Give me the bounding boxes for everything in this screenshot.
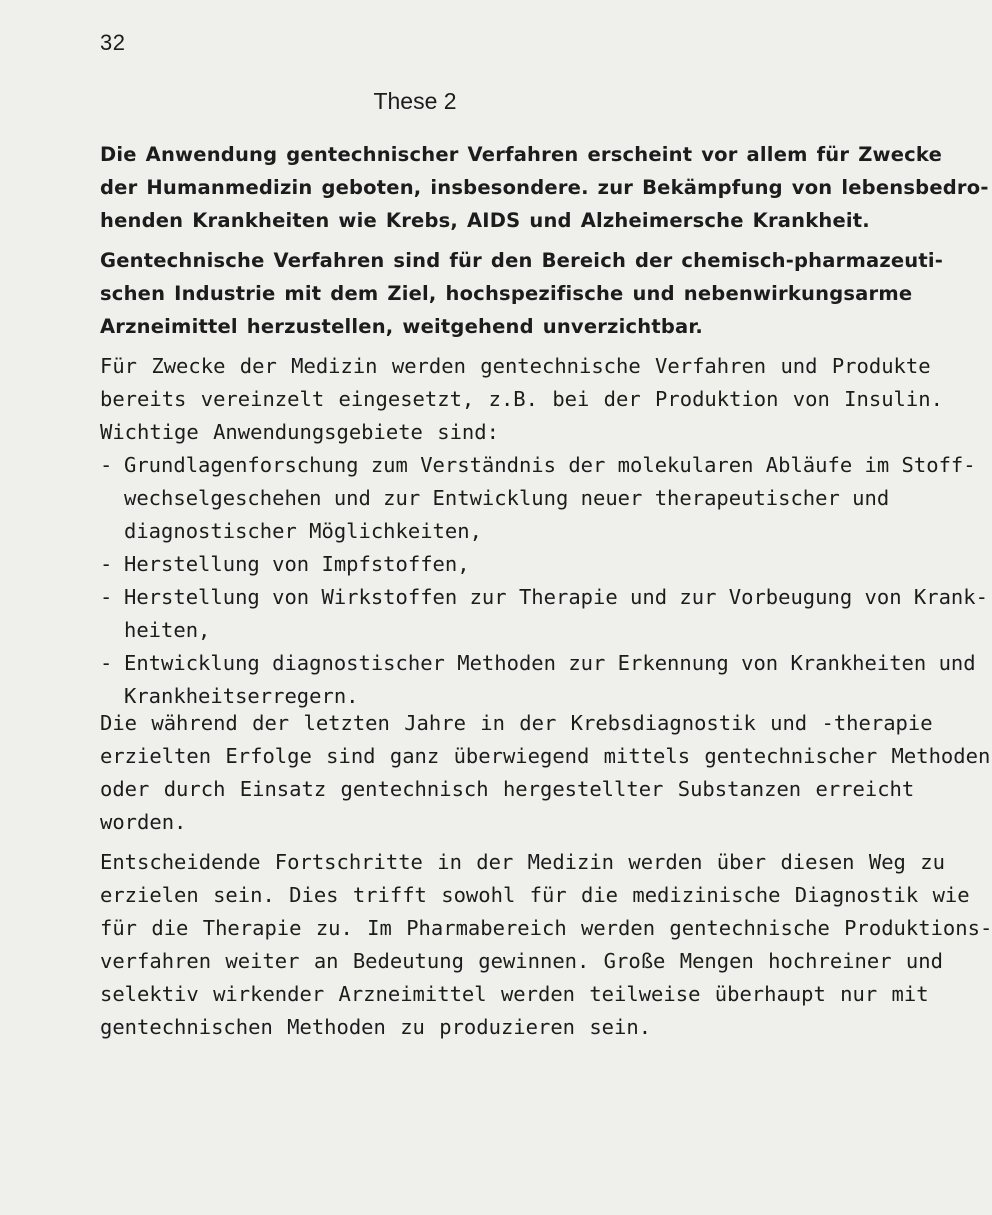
text-line: schen Industrie mit dem Ziel, hochspezifische und nebenwirkungsarme [100,282,913,305]
page-title: These 2 [373,88,457,114]
text-line: selektiv wirkender Arzneimittel werden teilweise überhaupt nur mit [100,982,929,1006]
paragraph-3 [100,350,943,449]
list-dash: - [100,552,113,576]
text-line: erzielten Erfolge sind ganz überwiegend mittels gentechnischer Methoden [100,744,991,768]
text-line: Herstellung von Wirkstoffen zur Therapie und zur Vorbeugung von Krank- [124,585,988,609]
text-line: Die während der letzten Jahre in der Krebsdiagnostik und -therapie [100,711,933,735]
list-dash: - [100,453,113,477]
text-line: oder durch Einsatz gentechnisch hergestellter Substanzen erreicht [100,777,915,801]
text-line: henden Krankheiten wie Krebs, AIDS und Alzheimersche Krankheit. [100,209,870,232]
text-line: heiten, [124,618,211,642]
paragraph-2 [100,244,944,343]
text-line: Die Anwendung gentechnischer Verfahren erscheint vor allem für Zwecke [100,143,943,166]
paragraph-5 [100,846,992,1044]
text-line: verfahren weiter an Bedeutung gewinnen. Große Mengen hochreiner und [100,949,943,973]
text-line: Grundlagenforschung zum Verständnis der molekularen Abläufe im Stoff- [124,453,976,477]
text-line: Herstellung von Impfstoffen, [124,552,470,576]
text-line: für die Therapie zu. Im Pharmabereich werden gentechnische Produktions- [100,916,992,940]
list-item [100,449,976,548]
text-line: Für Zwecke der Medizin werden gentechnische Verfahren und Produkte [100,354,931,378]
list-item [100,647,976,713]
paragraph-4 [100,707,991,839]
text-line: diagnostischer Möglichkeiten, [124,519,482,543]
text-line: Entscheidende Fortschritte in der Medizin werden über diesen Weg zu [100,850,945,874]
application-list [100,449,988,713]
text-line: worden. [100,810,187,834]
text-line: wechselgeschehen und zur Entwicklung neuer therapeutischer und [124,486,890,510]
text-line: Krankheitserregern. [124,684,359,708]
list-item [100,581,988,647]
text-line: Wichtige Anwendungsgebiete sind: [100,420,499,444]
page-number: 32 [100,30,126,55]
text-line: der Humanmedizin geboten, insbesondere. zur Bekämpfung von lebensbedro- [100,176,989,199]
list-dash: - [100,585,113,609]
text-line: gentechnischen Methoden zu produzieren sein. [100,1015,652,1039]
text-line: erzielen sein. Dies trifft sowohl für die medizinische Diagnostik wie [100,883,970,907]
text-line: Entwicklung diagnostischer Methoden zur Erkennung von Krankheiten und [124,651,976,675]
list-dash: - [100,651,113,675]
paragraph-1 [100,138,989,237]
text-line: bereits vereinzelt eingesetzt, z.B. bei der Produktion von Insulin. [100,387,943,411]
list-item [100,548,760,581]
text-line: Gentechnische Verfahren sind für den Bereich der chemisch-pharmazeuti- [100,249,944,272]
text-line: Arzneimittel herzustellen, weitgehend unverzichtbar. [100,315,704,338]
